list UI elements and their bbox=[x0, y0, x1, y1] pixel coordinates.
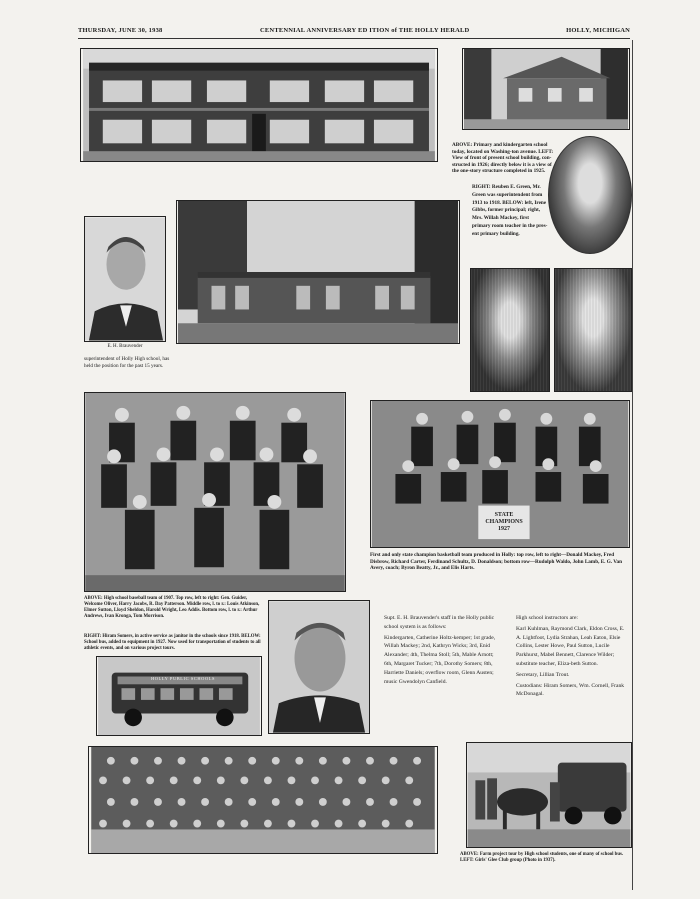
staff-intro: Supt. E. H. Brauvender's staff in the Holly public school system is as follows: bbox=[384, 615, 495, 630]
farm-project-photo bbox=[466, 742, 632, 848]
basketball-team-photo bbox=[370, 400, 630, 548]
baseball-team-photo bbox=[84, 392, 346, 592]
staff-hs-title: High school instructors are: bbox=[516, 615, 578, 621]
bus-sign: HOLLY PUBLIC SCHOOLS bbox=[150, 676, 216, 681]
staff-grades: Kindergarten, Catherine Holtz-kemper; 1st grade, Willah Mackey; 2nd, Kathryn Wicks; 3rd, Enid Alexander; 4th, Thelma Stoll; 5th, Mable Arnott; 6th, Margaret Tucker; 7th, Dorothy Somers; 8th, Harriette Daniels; overflow room, Glenn Austen; music Gwendolyn Canfield. bbox=[384, 634, 496, 685]
school-bus-photo bbox=[96, 656, 262, 736]
caption-brauvender-text: superintendent of Holly High school, has held the position for the past 15 years. bbox=[84, 356, 170, 369]
banner-state-champions: STATE CHAMPIONS 1927 bbox=[485, 512, 523, 532]
caption-bus: RIGHT: Hiram Somers, in active service as janitor in the schools since 1918. BELOW: School bus, added to equipment in 1927. Now used for transportation of students to all athletic events, and on various project tours. bbox=[84, 634, 261, 651]
caption-primary-school: ABOVE: Primary and kindergarten school today, located on Washing-ton avenue. LEFT: View of front of present school building, con-structed in 1926; directly below it is a view of the one-story structure completed in 1925. bbox=[452, 142, 554, 175]
staff-custodians: Custodians: Hiram Somers, Wm. Cornell, Frank McDonagal. bbox=[516, 682, 625, 698]
masthead-date: THURSDAY, JUNE 30, 1938 bbox=[78, 27, 163, 34]
caption-baseball: ABOVE: High school baseball team of 1907. Top row, left to right: Gen. Guider, Welcome Oliver, Harry Jacobs, R. Day Patterson. Middle row, l. to r.: Louis Atkinson, Elmer Sutton, Lloyd Sheldon, Harold Wright, Leo Addis. Bottom row, l. to r.: Arthur Andrews, Ivan Kronga, Tom Morrison. bbox=[84, 596, 260, 619]
staff-hs-list: Karl Kuhlman, Raymond Clark, Eldon Cross, E. A. Lightfoot, Lydia Strahan, Leah Eaton, Elsie Collins, Lester Howe, Paul Sutton, Lucile Parkhurst, Mabel Bennett, Clarence Wilder; substitute teacher, Eliza-beth Sutton. bbox=[516, 625, 625, 667]
caption-farm: ABOVE: Farm project tour by High school students, one of many of school bus. LEFT: Girls' Glee Club group (Photo in 1937). bbox=[460, 852, 624, 863]
portrait-brauvender bbox=[84, 216, 166, 342]
primary-school-photo bbox=[462, 48, 630, 130]
portrait-hiram-somers bbox=[268, 600, 370, 734]
masthead-location: HOLLY, MICHIGAN bbox=[566, 27, 630, 34]
caption-green-staff: RIGHT: Reuben E. Green, Mr. Green was superintendent from 1913 to 1918. BELOW: left, Irene Gibbs, former principal; right, Mrs. Willah Mackey, first primary room teacher in the pres-ent primary building. bbox=[472, 184, 548, 237]
staff-column-two bbox=[516, 614, 630, 701]
caption-brauvender-name: E. H. Brauvender bbox=[107, 344, 143, 349]
glee-club-photo bbox=[88, 746, 438, 854]
portrait-irene-gibbs bbox=[470, 268, 550, 392]
portrait-reuben-green bbox=[548, 136, 632, 254]
school-building-photo bbox=[80, 48, 438, 162]
masthead bbox=[78, 26, 630, 39]
staff-column-one bbox=[384, 614, 502, 688]
masthead-edition: CENTENNIAL ANNIVERSARY ED ITION of THE HOLLY HERALD bbox=[260, 27, 470, 34]
page-edge-rule bbox=[632, 40, 633, 890]
portrait-willah-mackey bbox=[554, 268, 632, 392]
staff-secretary: Secretary, Lillian Trout. bbox=[516, 671, 570, 678]
one-story-school-photo bbox=[176, 200, 460, 344]
caption-basketball: First and only state champion basketball team produced in Holly: top row, left to right—Donald Mackey, Fred Disbrow, Richard Carter, Ferdinand Schultz, D. Donaldson; bottom row—Rudolph Waldo, John Lamb, E. G. Van Avery, coach; Byron Beatty, Jr., and Elis Harts. bbox=[370, 552, 623, 572]
